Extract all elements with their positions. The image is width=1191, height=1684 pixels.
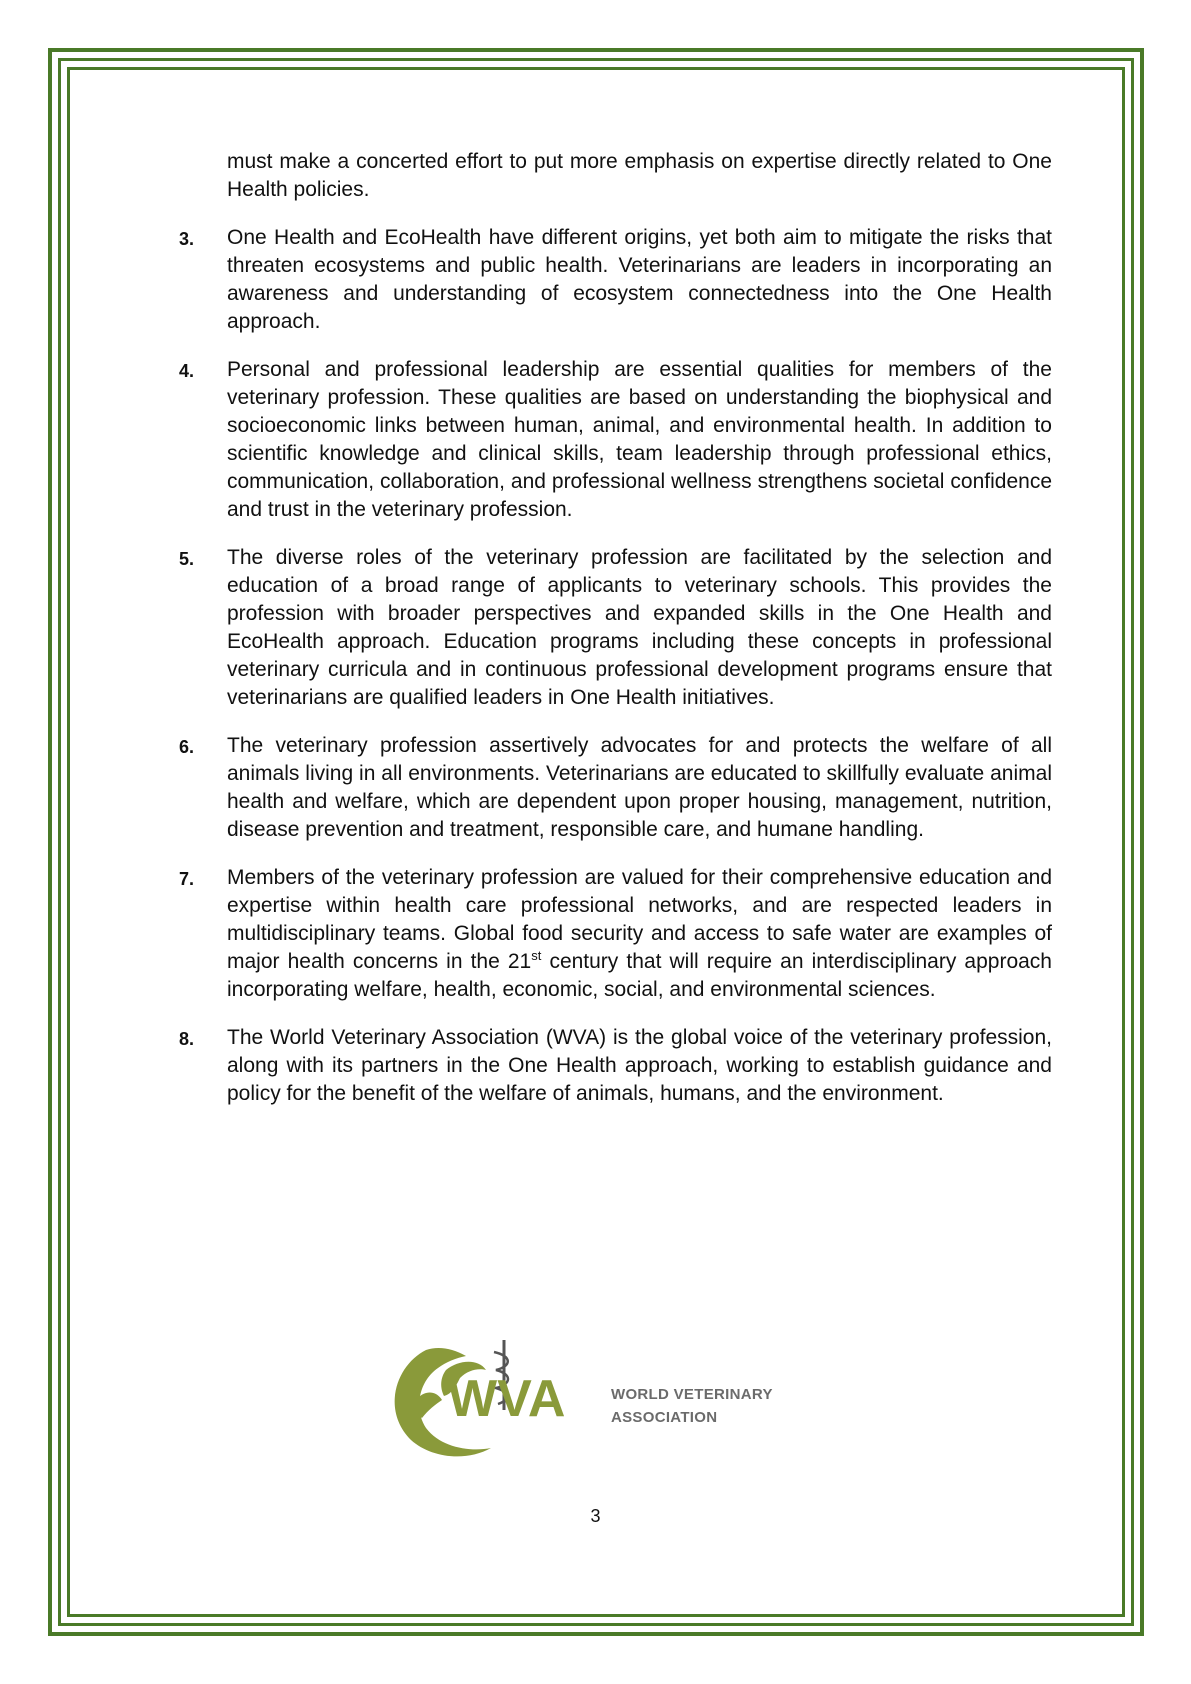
list-item (179, 732, 1052, 844)
logo-mark: WVA (448, 1370, 566, 1428)
item-text: The diverse roles of the veterinary profession are facilitated by the selection and education of a broad range of applicants to veterinary schools. This provides the profession with broader perspectives and expanded skills in the One Health and EcoHealth approach. Education programs including these concepts in professional veterinary curricula and in continuous professional development programs ensure that veterinarians are qualified leaders in One Health initiatives. (227, 546, 1052, 709)
item-number: 5. (179, 549, 195, 569)
superscript: st (531, 948, 542, 963)
item-number: 7. (179, 869, 195, 889)
list-item (179, 544, 1052, 712)
logo-line-2: ASSOCIATION (611, 1409, 718, 1426)
list-item (179, 356, 1052, 524)
item-text (227, 864, 1052, 1004)
page-number: 3 (590, 1506, 601, 1526)
item-text: The World Veterinary Association (WVA) is the global voice of the veterinary profession, along with its partners in the One Health approach, working to establish guidance and policy for the benefit of the welfare of animals, humans, and the environment. (227, 1026, 1052, 1105)
item-number: 8. (179, 1029, 195, 1049)
item-number: 6. (179, 737, 195, 757)
item-text: Personal and professional leadership are essential qualities for members of the veterinary profession. These qualities are based on understanding the biophysical and socioeconomic links between human, animal, and environmental health. In addition to scientific knowledge and clinical skills, team leadership through professional ethics, communication, collaboration, and professional wellness strengthens societal confidence and trust in the veterinary profession. (227, 358, 1052, 521)
list-item (179, 864, 1052, 1004)
logo-line-1: WORLD VETERINARY (611, 1386, 773, 1403)
item-text-part: Members of the veterinary profession are valued for their comprehensive education and expertise within health care professional networks, and are respected leaders in multidisciplinary teams. Global food security and access to safe water are examples of major health concerns in the 21 (227, 866, 1052, 973)
item-number: 4. (179, 361, 195, 381)
item-number: 3. (179, 229, 195, 249)
list-item (179, 1024, 1052, 1108)
item-text: One Health and EcoHealth have different origins, yet both aim to mitigate the risks that threaten ecosystems and public health. Veterinarians are leaders in incorporating an awareness and understanding of ecosystem connectedness into the One Health approach. (227, 226, 1052, 333)
list-item (179, 224, 1052, 336)
document-body (179, 148, 1052, 1108)
item-text-part: century that will require an interdisciplinary approach incorporating welfare, health, economic, social, and environmental sciences. (227, 950, 1052, 1001)
logo-wordmark (611, 1383, 773, 1429)
intro-paragraph: must make a concerted effort to put more emphasis on expertise directly related to One Health policies. (227, 150, 1052, 201)
item-text: The veterinary profession assertively advocates for and protects the welfare of all animals living in all environments. Veterinarians are educated to skillfully evaluate animal health and welfare, which are dependent upon proper housing, management, nutrition, disease prevention and treatment, responsible care, and humane handling. (227, 734, 1052, 841)
